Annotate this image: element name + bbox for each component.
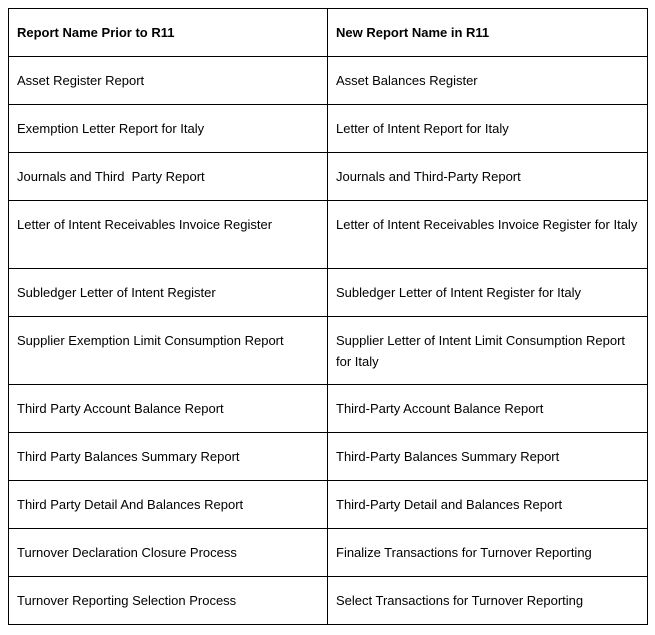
table-row <box>9 201 648 269</box>
table-header-row <box>9 9 648 57</box>
table-row <box>9 269 648 317</box>
new-report-name-cell: Letter of Intent Receivables Invoice Register for Italy <box>328 201 648 269</box>
prior-report-name-cell: Third Party Account Balance Report <box>9 385 328 433</box>
table-row <box>9 433 648 481</box>
new-report-name-cell: Finalize Transactions for Turnover Reporting <box>328 529 648 577</box>
table-row <box>9 317 648 385</box>
header-new-report-name: New Report Name in R11 <box>328 9 648 57</box>
prior-report-name-cell: Turnover Declaration Closure Process <box>9 529 328 577</box>
prior-report-name-cell: Asset Register Report <box>9 57 328 105</box>
new-report-name-cell: Journals and Third-Party Report <box>328 153 648 201</box>
new-report-name-cell: Supplier Letter of Intent Limit Consumption Report for Italy <box>328 317 648 385</box>
new-report-name-cell: Select Transactions for Turnover Reporting <box>328 577 648 625</box>
table-row <box>9 577 648 625</box>
prior-report-name-cell: Third Party Balances Summary Report <box>9 433 328 481</box>
prior-report-name-cell: Journals and Third Party Report <box>9 153 328 201</box>
new-report-name-cell: Asset Balances Register <box>328 57 648 105</box>
table-row <box>9 385 648 433</box>
prior-report-name-cell: Third Party Detail And Balances Report <box>9 481 328 529</box>
new-report-name-cell: Third-Party Account Balance Report <box>328 385 648 433</box>
new-report-name-cell: Third-Party Balances Summary Report <box>328 433 648 481</box>
prior-report-name-cell: Subledger Letter of Intent Register <box>9 269 328 317</box>
new-report-name-cell: Subledger Letter of Intent Register for Italy <box>328 269 648 317</box>
new-report-name-cell: Third-Party Detail and Balances Report <box>328 481 648 529</box>
new-report-name-cell: Letter of Intent Report for Italy <box>328 105 648 153</box>
table-row <box>9 153 648 201</box>
prior-report-name-cell: Turnover Reporting Selection Process <box>9 577 328 625</box>
prior-report-name-cell: Supplier Exemption Limit Consumption Report <box>9 317 328 385</box>
table-row <box>9 481 648 529</box>
table-row <box>9 105 648 153</box>
prior-report-name-cell: Letter of Intent Receivables Invoice Register <box>9 201 328 269</box>
header-prior-report-name: Report Name Prior to R11 <box>9 9 328 57</box>
report-name-mapping-table <box>8 8 648 625</box>
prior-report-name-cell: Exemption Letter Report for Italy <box>9 105 328 153</box>
table-row <box>9 57 648 105</box>
table-row <box>9 529 648 577</box>
